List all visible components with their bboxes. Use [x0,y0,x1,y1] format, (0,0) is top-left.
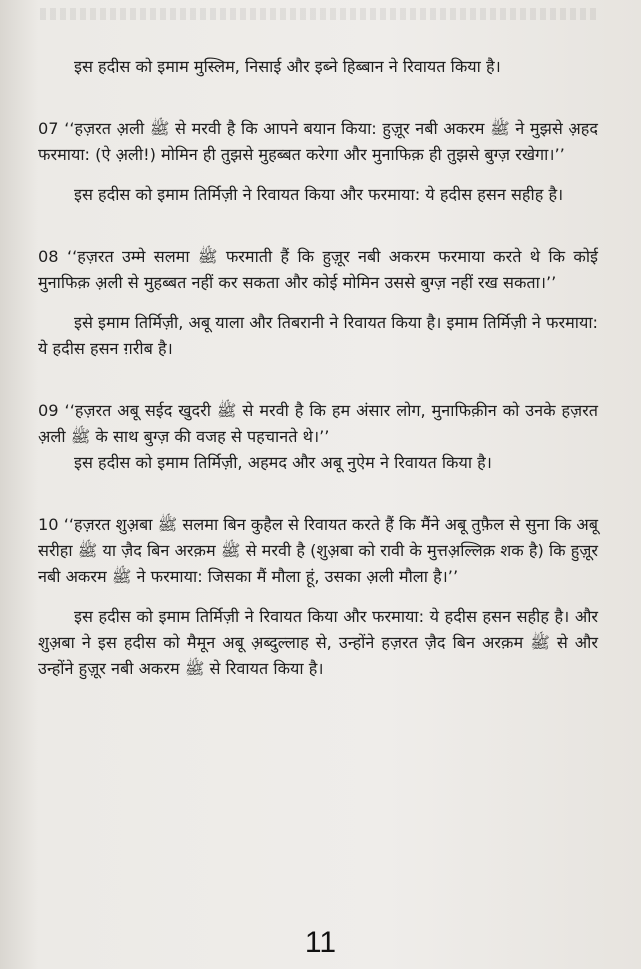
page-number: 11 [304,926,337,959]
hadith-07-text: 07 ‘‘हज़रत अ़ली ﷺ से मरवी है कि आपने बयान किया: हुज़ूर नबी अकरम ﷺ ने मुझसे अ़हद फरमाया: (ऐ अ़ली!) मोमिन ही तुझसे मुहब्बत करेगा और मुनाफिक़ ही तुझसे बुग्ज़ रखेगा।’’ [38,119,598,164]
bleed-through-text [40,8,600,20]
hadith-10-note: इस हदीस को इमाम तिर्मिज़ी ने रिवायत किया और फरमाया: ये हदीस हसन सहीह है। और शुअ़बा ने इस हदीस को मैमून अबू अ़ब्दुल्लाह से, उन्होंने हज़रत ज़ैद बिन अरक़म ﷺ से और उन्होंने हुज़ूर नबी अकरम ﷺ से रिवायत किया है। [38,607,598,678]
page-body [38,54,598,682]
hadith-08-text: 08 ‘‘हज़रत उम्मे सलमा ﷺ फरमाती हैं कि हुज़ूर नबी अकरम फरमाया करते थे कि कोई मुनाफिक़ अ़ली से मुहब्बत नहीं कर सकता और कोई मोमिन उससे बुग्ज़ नहीं रख सकता।’’ [38,247,598,292]
hadith-09-note: इस हदीस को इमाम तिर्मिज़ी, अहमद और अबू नुऐम ने रिवायत किया है। [74,453,492,472]
hadith-07-note: इस हदीस को इमाम तिर्मिज़ी ने रिवायत किया और फरमाया: ये हदीस हसन सहीह है। [74,185,564,204]
hadith-10-text: 10 ‘‘हज़रत शुअ़बा ﷺ सलमा बिन कुहैल से रिवायत करते हैं कि मैंने अबू तुफ़ैल से सुना कि अबू सरीहा ﷺ या ज़ैद बिन अरक़म ﷺ से मरवी है (शुअ़बा को रावी के मुत्तअ़ल्लिक़ शक है) कि हुज़ूर नबी अकरम ﷺ ने फरमाया: जिसका मैं मौला हूं, उसका अ़ली मौला है।’’ [38,515,599,586]
hadith-08-note: इसे इमाम तिर्मिज़ी, अबू याला और तिबरानी ने रिवायत किया है। इमाम तिर्मिज़ी ने फरमाया: ये हदीस हसन ग़रीब है। [38,313,598,358]
intro-note: इस हदीस को इमाम मुस्लिम, निसाई और इब्ने हिब्बान ने रिवायत किया है। [74,57,501,76]
hadith-09-text: 09 ‘‘हज़रत अबू सईद खुदरी ﷺ से मरवी है कि हम अंसार लोग, मुनाफिक़ीन को उनके हज़रत अ़ली ﷺ के साथ बुग्ज़ की वजह से पहचानते थे।’’ [38,401,598,446]
